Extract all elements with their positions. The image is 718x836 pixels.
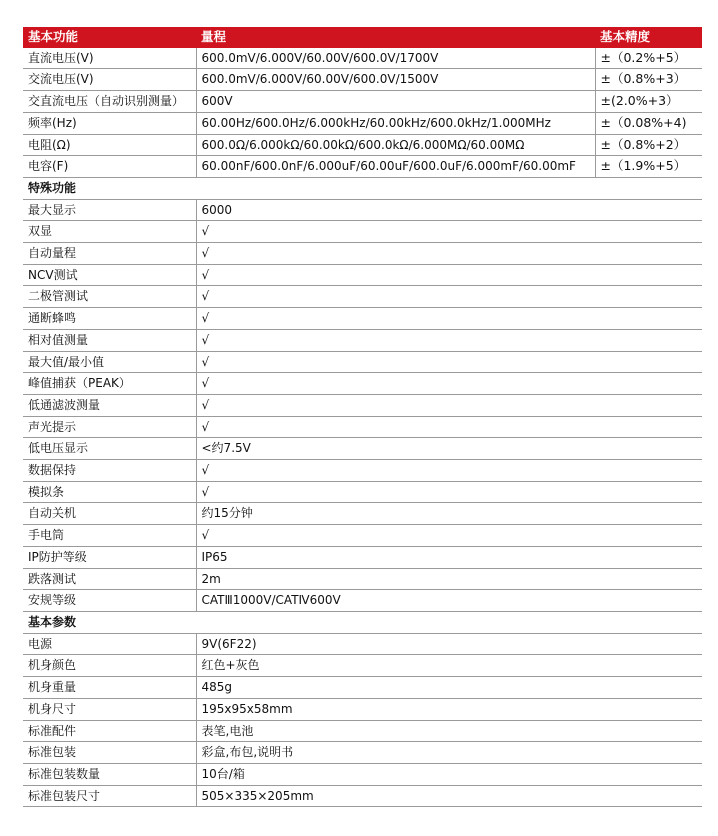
- feature-value: 红色+灰色: [196, 655, 702, 677]
- function-range: 600V: [196, 91, 595, 113]
- feature-name: 电源: [23, 633, 196, 655]
- special-functions-section: [23, 177, 702, 199]
- function-accuracy: ±（0.08%+4): [595, 112, 702, 134]
- feature-value: CATⅢ1000V/CATⅣ600V: [196, 590, 702, 612]
- spec-table: [23, 27, 702, 807]
- header-basic-function: 基本功能: [23, 27, 196, 48]
- feature-value: 约15分钟: [196, 503, 702, 525]
- feature-value: √: [196, 264, 702, 286]
- feature-name: 自动关机: [23, 503, 196, 525]
- header-accuracy: 基本精度: [595, 27, 702, 48]
- table-row: [23, 698, 702, 720]
- feature-name: IP防护等级: [23, 546, 196, 568]
- table-header: [23, 27, 702, 48]
- feature-name: 数据保持: [23, 460, 196, 482]
- function-name: 电阻(Ω): [23, 134, 196, 156]
- function-accuracy: ±(2.0%+3）: [595, 91, 702, 113]
- function-range: 600.0mV/6.000V/60.00V/600.0V/1700V: [196, 48, 595, 69]
- basic-params-section: [23, 611, 702, 633]
- table-row: [23, 503, 702, 525]
- table-row: [23, 156, 702, 178]
- feature-name: 低通滤波测量: [23, 394, 196, 416]
- function-range: 600.0mV/6.000V/60.00V/600.0V/1500V: [196, 69, 595, 91]
- function-range: 600.0Ω/6.000kΩ/60.00kΩ/600.0kΩ/6.000MΩ/60.00MΩ: [196, 134, 595, 156]
- table-row: [23, 308, 702, 330]
- function-name: 频率(Hz): [23, 112, 196, 134]
- feature-value: 6000: [196, 199, 702, 221]
- feature-name: 机身颜色: [23, 655, 196, 677]
- feature-name: 自动量程: [23, 243, 196, 265]
- table-row: [23, 329, 702, 351]
- feature-value: 195x95x58mm: [196, 698, 702, 720]
- basic-params-section-title: 基本参数: [23, 611, 702, 633]
- feature-name: 通断蜂鸣: [23, 308, 196, 330]
- table-row: [23, 243, 702, 265]
- feature-value: √: [196, 329, 702, 351]
- header-range: 量程: [196, 27, 595, 48]
- feature-value: IP65: [196, 546, 702, 568]
- feature-value: √: [196, 460, 702, 482]
- function-accuracy: ±（1.9%+5）: [595, 156, 702, 178]
- feature-value: √: [196, 394, 702, 416]
- table-row: [23, 351, 702, 373]
- table-row: [23, 438, 702, 460]
- feature-name: 标准包装: [23, 742, 196, 764]
- feature-value: 485g: [196, 677, 702, 699]
- function-accuracy: ±（0.8%+2）: [595, 134, 702, 156]
- special-functions-section-title: 特殊功能: [23, 177, 702, 199]
- feature-value: 表笔,电池: [196, 720, 702, 742]
- table-row: [23, 481, 702, 503]
- feature-name: 机身重量: [23, 677, 196, 699]
- feature-name: 二极管测试: [23, 286, 196, 308]
- table-row: [23, 286, 702, 308]
- feature-name: 安规等级: [23, 590, 196, 612]
- function-accuracy: ±（0.8%+3）: [595, 69, 702, 91]
- table-row: [23, 546, 702, 568]
- table-row: [23, 590, 702, 612]
- feature-value: 彩盒,布包,说明书: [196, 742, 702, 764]
- function-name: 交直流电压（自动识别测量）: [23, 91, 196, 113]
- feature-name: 最大值/最小值: [23, 351, 196, 373]
- table-row: [23, 373, 702, 395]
- table-row: [23, 460, 702, 482]
- feature-value: √: [196, 286, 702, 308]
- feature-value: √: [196, 525, 702, 547]
- table-row: [23, 720, 702, 742]
- feature-value: √: [196, 416, 702, 438]
- table-row: [23, 134, 702, 156]
- table-row: [23, 785, 702, 807]
- feature-value: <约7.5V: [196, 438, 702, 460]
- feature-name: 峰值捕获（PEAK）: [23, 373, 196, 395]
- feature-name: 机身尺寸: [23, 698, 196, 720]
- table-row: [23, 655, 702, 677]
- feature-name: 跌落测试: [23, 568, 196, 590]
- feature-value: 2m: [196, 568, 702, 590]
- feature-value: √: [196, 481, 702, 503]
- feature-value: 505×335×205mm: [196, 785, 702, 807]
- table-row: [23, 91, 702, 113]
- feature-value: √: [196, 308, 702, 330]
- table-row: [23, 633, 702, 655]
- feature-value: √: [196, 351, 702, 373]
- feature-value: 9V(6F22): [196, 633, 702, 655]
- function-name: 交流电压(V): [23, 69, 196, 91]
- feature-value: √: [196, 243, 702, 265]
- feature-name: 相对值测量: [23, 329, 196, 351]
- feature-value: 10台/箱: [196, 763, 702, 785]
- table-row: [23, 525, 702, 547]
- feature-name: 手电筒: [23, 525, 196, 547]
- function-range: 60.00Hz/600.0Hz/6.000kHz/60.00kHz/600.0kHz/1.000MHz: [196, 112, 595, 134]
- feature-name: 标准包装数量: [23, 763, 196, 785]
- table-row: [23, 394, 702, 416]
- function-name: 直流电压(V): [23, 48, 196, 69]
- function-accuracy: ±（0.2%+5）: [595, 48, 702, 69]
- table-row: [23, 221, 702, 243]
- feature-name: 双显: [23, 221, 196, 243]
- feature-name: 最大显示: [23, 199, 196, 221]
- table-row: [23, 264, 702, 286]
- feature-name: NCV测试: [23, 264, 196, 286]
- feature-name: 模拟条: [23, 481, 196, 503]
- feature-name: 标准配件: [23, 720, 196, 742]
- feature-name: 声光提示: [23, 416, 196, 438]
- feature-name: 标准包装尺寸: [23, 785, 196, 807]
- function-name: 电容(F): [23, 156, 196, 178]
- feature-value: √: [196, 221, 702, 243]
- table-row: [23, 69, 702, 91]
- table-row: [23, 763, 702, 785]
- spec-table-body: [23, 27, 702, 807]
- table-row: [23, 677, 702, 699]
- table-row: [23, 112, 702, 134]
- table-row: [23, 199, 702, 221]
- feature-value: √: [196, 373, 702, 395]
- table-row: [23, 742, 702, 764]
- feature-name: 低电压显示: [23, 438, 196, 460]
- table-row: [23, 48, 702, 69]
- function-range: 60.00nF/600.0nF/6.000uF/60.00uF/600.0uF/6.000mF/60.00mF: [196, 156, 595, 178]
- table-row: [23, 416, 702, 438]
- table-row: [23, 568, 702, 590]
